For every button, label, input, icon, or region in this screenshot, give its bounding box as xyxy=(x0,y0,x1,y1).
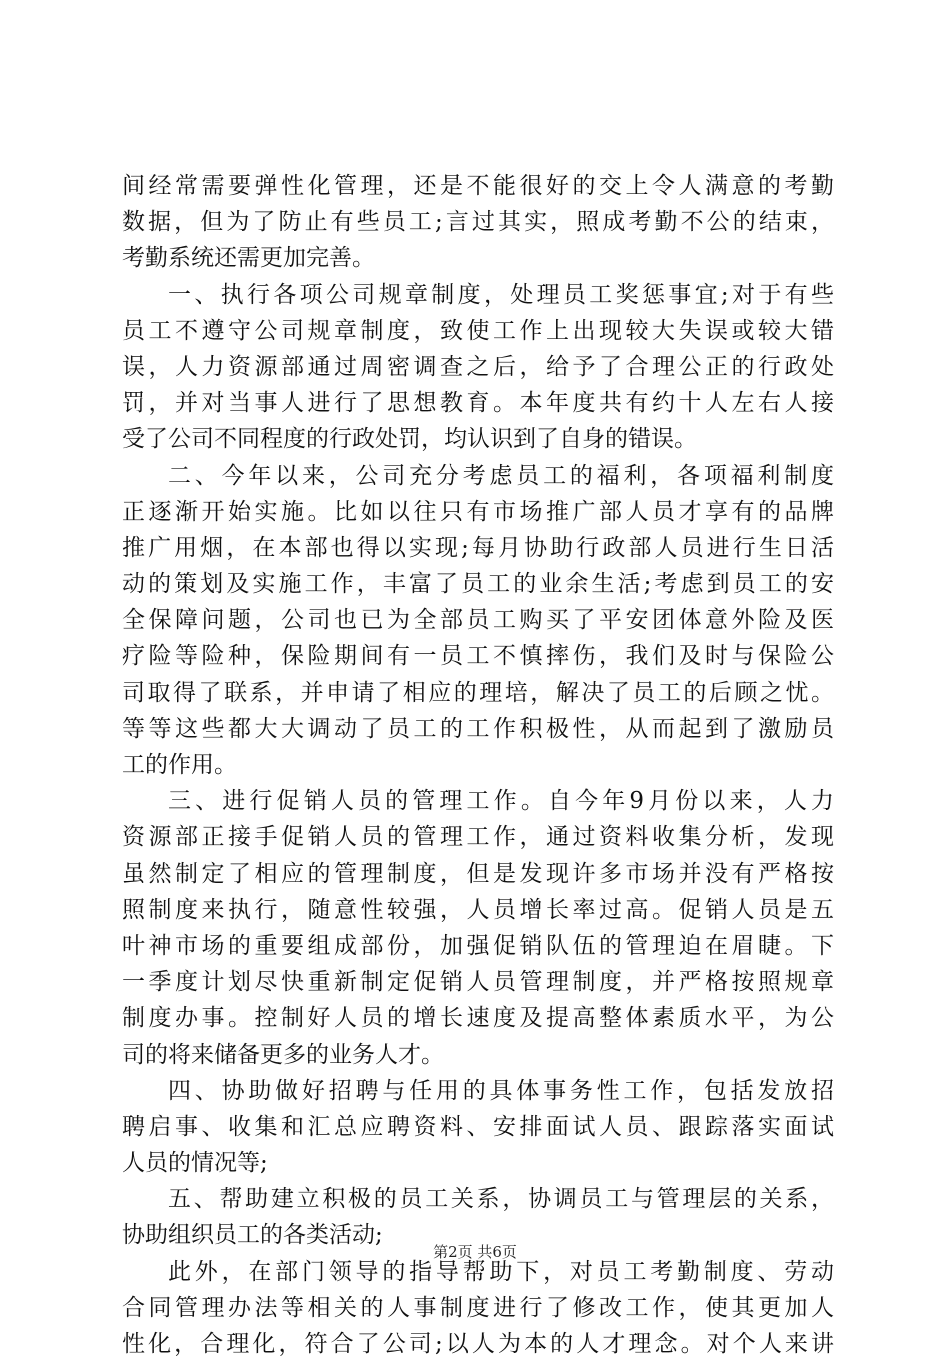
text-line: 罚，并对当事人进行了思想教育。本年度共有约十人左右人接 xyxy=(122,390,834,417)
text-line: 协助组织员工的各类活动; xyxy=(122,1222,383,1249)
text-line: 性化，合理化，符合了公司;以人为本的人才理念。对个人来讲 xyxy=(122,1331,834,1357)
text-line: 一季度计划尽快重新制定促销人员管理制度，并严格按照规章 xyxy=(122,969,834,996)
text-line: 合同管理办法等相关的人事制度进行了修改工作，使其更加人 xyxy=(122,1294,834,1321)
document-body xyxy=(122,168,834,1362)
text-line: 叶神市场的重要组成部份，加强促销队伍的管理迫在眉睫。下 xyxy=(122,932,834,959)
text-line: 等等这些都大大调动了员工的工作积极性，从而起到了激励员 xyxy=(122,715,834,742)
text-line: 人员的情况等; xyxy=(122,1150,268,1177)
text-line: 考勤系统还需更加完善。 xyxy=(122,245,375,272)
text-line: 司的将来储备更多的业务人才。 xyxy=(122,1041,444,1068)
text-line: 二、今年以来，公司充分考虑员工的福利，各项福利制度 xyxy=(168,462,834,489)
text-line: 全保障问题，公司也已为全部员工购买了平安团体意外险及医 xyxy=(122,607,834,634)
text-line: 五、帮助建立积极的员工关系，协调员工与管理层的关系， xyxy=(168,1186,834,1213)
text-line: 工的作用。 xyxy=(122,752,237,778)
text-line: 此外，在部门领导的指导帮助下，对员工考勤制度、劳动 xyxy=(168,1258,834,1285)
text-line: 照制度来执行，随意性较强，人员增长率过高。促销人员是五 xyxy=(122,896,834,923)
page-footer: 第2页 共6页 xyxy=(433,1243,517,1261)
text-line: 司取得了联系，并申请了相应的理培，解决了员工的后顾之忧。 xyxy=(122,679,834,706)
text-line: 正逐渐开始实施。比如以往只有市场推广部人员才享有的品牌 xyxy=(122,498,834,525)
text-line: 三、进行促销人员的管理工作。自今年9月份以来，人力 xyxy=(168,788,834,815)
text-line: 间经常需要弹性化管理，还是不能很好的交上令人满意的考勤 xyxy=(122,173,834,199)
text-line: 聘启事、收集和汇总应聘资料、安排面试人员、跟踪落实面试 xyxy=(122,1113,834,1140)
text-line: 制度办事。控制好人员的增长速度及提高整体素质水平，为公 xyxy=(122,1005,834,1032)
text-line: 一、执行各项公司规章制度，处理员工奖惩事宜;对于有些 xyxy=(168,281,834,308)
text-line: 受了公司不同程度的行政处罚，均认识到了自身的错误。 xyxy=(122,426,697,453)
text-line: 四、协助做好招聘与任用的具体事务性工作，包括发放招 xyxy=(168,1077,834,1104)
text-line: 数据，但为了防止有些员工;言过其实，照成考勤不公的结束， xyxy=(122,209,834,236)
text-line: 推广用烟，在本部也得以实现;每月协助行政部人员进行生日活 xyxy=(122,534,834,561)
text-line: 员工不遵守公司规章制度，致使工作上出现较大失误或较大错 xyxy=(122,317,834,344)
text-line: 疗险等险种，保险期间有一员工不慎摔伤，我们及时与保险公 xyxy=(122,643,834,670)
text-line: 动的策划及实施工作，丰富了员工的业余生活;考虑到员工的安 xyxy=(122,571,834,598)
text-line: 资源部正接手促销人员的管理工作，通过资料收集分析，发现 xyxy=(122,824,834,851)
text-line: 虽然制定了相应的管理制度，但是发现许多市场并没有严格按 xyxy=(122,860,834,887)
text-line: 误，人力资源部通过周密调查之后，给予了合理公正的行政处 xyxy=(122,353,834,380)
